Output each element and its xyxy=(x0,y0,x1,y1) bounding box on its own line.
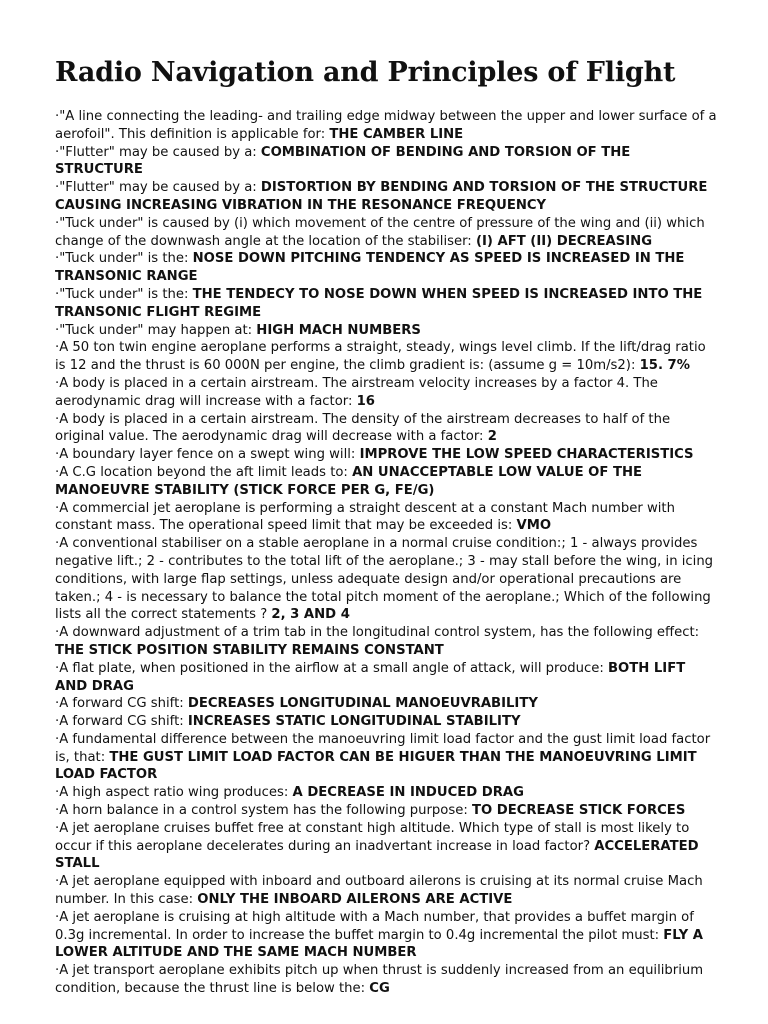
answer-text: 16 xyxy=(356,393,375,409)
qa-item xyxy=(55,802,717,820)
question-text: ·A high aspect ratio wing produces: xyxy=(55,785,293,801)
page-title: Radio Navigation and Principles of Flight xyxy=(55,57,676,88)
qa-item xyxy=(55,731,717,784)
answer-text: DECREASES LONGITUDINAL MANOEUVRABILITY xyxy=(187,696,538,712)
answer-text: 2, 3 AND 4 xyxy=(271,607,350,623)
qa-item xyxy=(55,695,717,713)
answer-text: (I) AFT (II) DECREASING xyxy=(475,233,653,249)
question-text: ·"Flutter" may be caused by a: xyxy=(55,180,261,196)
answer-text: FLY A LOWER ALTITUDE AND THE SAME MACH NUMBER xyxy=(55,927,703,961)
answer-text: ACCELERATED STALL xyxy=(55,838,699,872)
question-text: ·A jet aeroplane cruises buffet free at constant high altitude. Which type of stall is most likely to occur if this aeroplane decelerates during an inadvertant increase in load factor? xyxy=(55,820,690,854)
answer-text: HIGH MACH NUMBERS xyxy=(256,322,421,338)
qa-item xyxy=(55,464,717,500)
answer-text: THE CAMBER LINE xyxy=(329,126,464,142)
qa-item xyxy=(55,500,717,536)
question-text: ·A body is placed in a certain airstream. The density of the airstream decreases to half of the original value. The aerodynamic drag will decrease with a factor: xyxy=(55,411,671,445)
qa-item xyxy=(55,179,717,215)
question-text: ·"Tuck under" is the: xyxy=(55,251,193,267)
qa-item xyxy=(55,411,717,447)
qa-item xyxy=(55,339,717,375)
question-text: ·A 50 ton twin engine aeroplane performs a straight, steady, wings level climb. If the lift/drag ratio is 12 and the thrust is 60 000N per engine, the climb gradient is: (assume g = 10m/s2): xyxy=(55,340,706,374)
question-text: ·A horn balance in a control system has the following purpose: xyxy=(55,803,472,819)
question-text: ·"Flutter" may be caused by a: xyxy=(55,144,261,160)
qa-item xyxy=(55,250,717,286)
question-text: ·A jet aeroplane equipped with inboard and outboard ailerons is cruising at its normal cruise Mach number. In this case: xyxy=(55,874,703,908)
question-text: ·"A line connecting the leading- and trailing edge midway between the upper and lower surface of a aerofoil". This definition is applicable for: xyxy=(55,109,717,142)
question-text: ·A body is placed in a certain airstream. The airstream velocity increases by a factor 4. The aerodynamic drag will increase with a factor: xyxy=(55,375,658,409)
answer-text: THE TENDECY TO NOSE DOWN WHEN SPEED IS INCREASED INTO THE TRANSONIC FLIGHT REGIME xyxy=(55,286,703,320)
answer-text: NOSE DOWN PITCHING TENDENCY AS SPEED IS INCREASED IN THE TRANSONIC RANGE xyxy=(55,251,685,285)
answer-text: INCREASES STATIC LONGITUDINAL STABILITY xyxy=(187,714,521,730)
qa-item xyxy=(55,108,717,144)
answer-text: COMBINATION OF BENDING AND TORSION OF THE STRUCTURE xyxy=(55,144,631,178)
qa-item xyxy=(55,784,717,802)
qa-item xyxy=(55,286,717,322)
answer-text: AN UNACCEPTABLE LOW VALUE OF THE MANOEUVRE STABILITY (STICK FORCE PER G, FE/G) xyxy=(55,464,643,498)
document-page xyxy=(55,56,717,998)
qa-item xyxy=(55,713,717,731)
answer-text: A DECREASE IN INDUCED DRAG xyxy=(292,785,524,801)
question-text: ·A forward CG shift: xyxy=(55,696,188,712)
question-text: ·A flat plate, when positioned in the airflow at a small angle of attack, will produce: xyxy=(55,660,608,676)
qa-item xyxy=(55,624,717,660)
answer-text: 2 xyxy=(487,429,497,445)
answer-text: DISTORTION BY BENDING AND TORSION OF THE STRUCTURE CAUSING INCREASING VIBRATION IN THE RESONANCE FREQUENCY xyxy=(55,180,708,213)
question-text: ·A commercial jet aeroplane is performing a straight descent at a constant Mach number with constant mass. The operational speed limit that may be exceeded is: xyxy=(55,500,675,534)
question-text: ·A conventional stabiliser on a stable aeroplane in a normal cruise condition:; 1 - always provides negative lift.; 2 - contributes to the total lift of the aeroplane.; 3 - may stall before the wing, in icing conditions, with large flap settings, unless adequate design and/or operational precautions are taken.; 4 - is necessary to balance the total pitch moment of the aeroplane.; Which of the following lists all the correct statements ? xyxy=(55,536,714,623)
qa-item xyxy=(55,446,717,464)
qa-item xyxy=(55,873,717,909)
question-answer-list xyxy=(55,108,717,998)
answer-text: ONLY THE INBOARD AILERONS ARE ACTIVE xyxy=(197,892,513,908)
question-text: ·A forward CG shift: xyxy=(55,714,188,730)
answer-text: THE GUST LIMIT LOAD FACTOR CAN BE HIGUER THAN THE MANOEUVRING LIMIT LOAD FACTOR xyxy=(55,749,697,783)
question-text: ·A C.G location beyond the aft limit leads to: xyxy=(55,464,353,480)
question-text: ·A fundamental difference between the manoeuvring limit load factor and the gust limit load factor is, that: xyxy=(55,731,711,765)
qa-item xyxy=(55,660,717,696)
question-text: ·A downward adjustment of a trim tab in the longitudinal control system, has the following effect: xyxy=(55,625,700,641)
qa-item xyxy=(55,144,717,180)
answer-text: TO DECREASE STICK FORCES xyxy=(471,803,686,819)
qa-item xyxy=(55,909,717,962)
qa-item xyxy=(55,962,717,998)
question-text: ·A jet transport aeroplane exhibits pitch up when thrust is suddenly increased from an equilibrium condition, because the thrust line is below the: xyxy=(55,963,704,997)
question-text: ·A jet aeroplane is cruising at high altitude with a Mach number, that provides a buffet margin of 0.3g incremental. In order to increase the buffet margin to 0.4g incremental the pilot must: xyxy=(55,909,694,943)
qa-item xyxy=(55,535,717,624)
answer-text: THE STICK POSITION STABILITY REMAINS CONSTANT xyxy=(55,642,444,658)
answer-text: 15. 7% xyxy=(639,358,690,374)
question-text: ·A boundary layer fence on a swept wing will: xyxy=(55,447,360,463)
answer-text: CG xyxy=(369,981,390,997)
qa-item xyxy=(55,215,717,251)
qa-item xyxy=(55,820,717,873)
qa-item xyxy=(55,375,717,411)
question-text: ·"Tuck under" is the: xyxy=(55,286,193,302)
answer-text: BOTH LIFT AND DRAG xyxy=(55,660,686,694)
answer-text: IMPROVE THE LOW SPEED CHARACTERISTICS xyxy=(359,447,694,463)
qa-item xyxy=(55,322,717,340)
question-text: ·"Tuck under" may happen at: xyxy=(55,322,257,338)
question-text: ·"Tuck under" is caused by (i) which movement of the centre of pressure of the wing and (ii) which change of the downwash angle at the location of the stabiliser: xyxy=(55,215,705,249)
answer-text: VMO xyxy=(516,518,552,534)
